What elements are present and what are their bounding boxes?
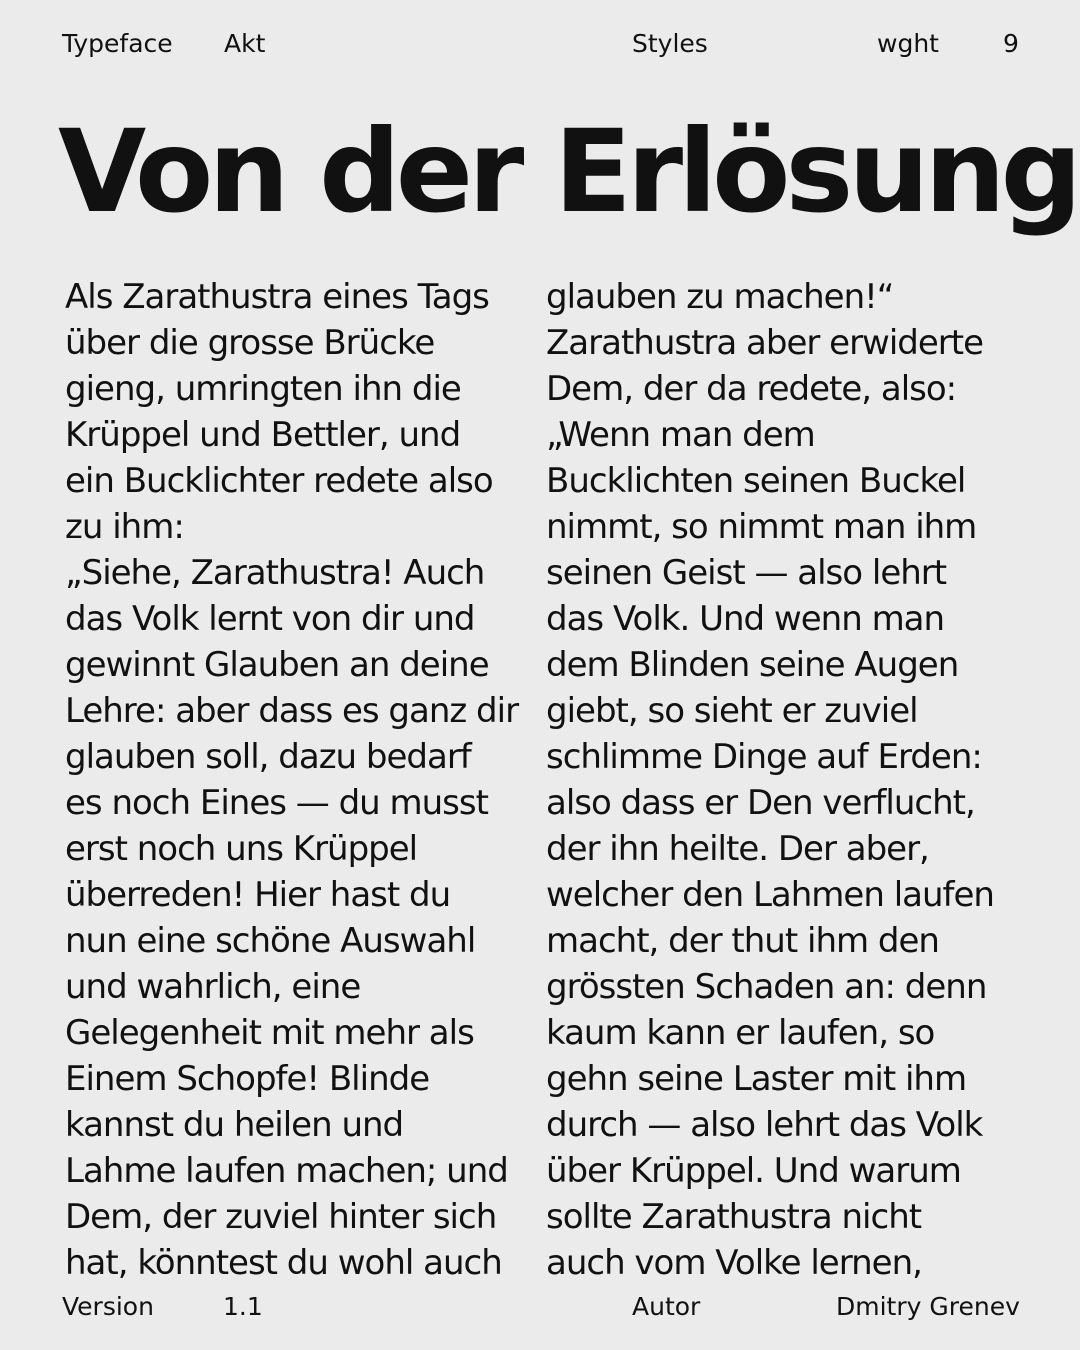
text-line: überreden! Hier hast du (65, 875, 451, 915)
text-line: schlimme Dinge auf Erden: (546, 737, 982, 777)
text-line: ein Bucklichter redete also (65, 461, 493, 501)
text-line: Dem, der zuviel hinter sich (65, 1197, 497, 1237)
text-line: „Wenn man dem (546, 415, 815, 455)
text-line: giebt, so sieht er zuviel (546, 691, 918, 731)
text-line: Lehre: aber dass es ganz dir (65, 691, 519, 731)
text-line: gehn seine Laster mit ihm (546, 1059, 967, 1099)
styles-label: Styles (632, 29, 708, 58)
text-line: nun eine schöne Auswahl (65, 921, 476, 961)
text-line: glauben soll, dazu bedarf (65, 737, 471, 777)
text-line: nimmt, so nimmt man ihm (546, 507, 977, 547)
page-title: Von der Erlösung (58, 105, 1078, 238)
text-line: dem Blinden seine Augen (546, 645, 959, 685)
weight-value: 9 (1003, 29, 1019, 58)
text-line: Lahme laufen machen; und (65, 1151, 508, 1191)
author-value: Dmitry Grenev (836, 1292, 1020, 1321)
text-line: Krüppel und Bettler, und (65, 415, 461, 455)
text-line: erst noch uns Krüppel (65, 829, 418, 869)
text-line: also dass er Den verflucht, (546, 783, 975, 823)
body-column-left (65, 274, 545, 1286)
text-line: auch vom Volke lernen, (546, 1243, 922, 1283)
text-line: macht, der thut ihm den (546, 921, 939, 961)
typeface-value: Akt (224, 29, 266, 58)
text-line: sollte Zarathustra nicht (546, 1197, 922, 1237)
text-line: das Volk. Und wenn man (546, 599, 945, 639)
text-line: grössten Schaden an: denn (546, 967, 987, 1007)
text-line: hat, könntest du wohl auch (65, 1243, 502, 1283)
text-line: und wahrlich, eine (65, 967, 361, 1007)
text-line: durch — also lehrt das Volk (546, 1105, 983, 1145)
text-line: seinen Geist — also lehrt (546, 553, 947, 593)
text-line: der ihn heilte. Der aber, (546, 829, 929, 869)
text-line: Bucklichten seinen Buckel (546, 461, 966, 501)
text-line: „Siehe, Zarathustra! Auch (65, 553, 485, 593)
text-line: das Volk lernt von dir und (65, 599, 475, 639)
text-line: Einem Schopfe! Blinde (65, 1059, 430, 1099)
text-line: Als Zarathustra eines Tags (65, 277, 489, 317)
text-line: über Krüppel. Und warum (546, 1151, 961, 1191)
text-line: Zarathustra aber erwiderte (546, 323, 984, 363)
text-line: zu ihm: (65, 507, 184, 547)
text-line: gieng, umringten ihn die (65, 369, 461, 409)
weight-label: wght (877, 29, 939, 58)
text-line: kannst du heilen und (65, 1105, 404, 1145)
text-line: Dem, der da redete, also: (546, 369, 957, 409)
text-line: kaum kann er laufen, so (546, 1013, 935, 1053)
text-line: glauben zu machen!“ (546, 277, 894, 317)
text-line: Gelegenheit mit mehr als (65, 1013, 474, 1053)
author-label: Autor (632, 1292, 701, 1321)
typeface-label: Typeface (62, 29, 173, 58)
text-line: es noch Eines — du musst (65, 783, 488, 823)
version-value: 1.1 (223, 1292, 263, 1321)
text-line: gewinnt Glauben an deine (65, 645, 489, 685)
text-line: welcher den Lahmen laufen (546, 875, 994, 915)
body-column-right (546, 274, 1026, 1286)
text-line: über die grosse Brücke (65, 323, 435, 363)
version-label: Version (62, 1292, 154, 1321)
